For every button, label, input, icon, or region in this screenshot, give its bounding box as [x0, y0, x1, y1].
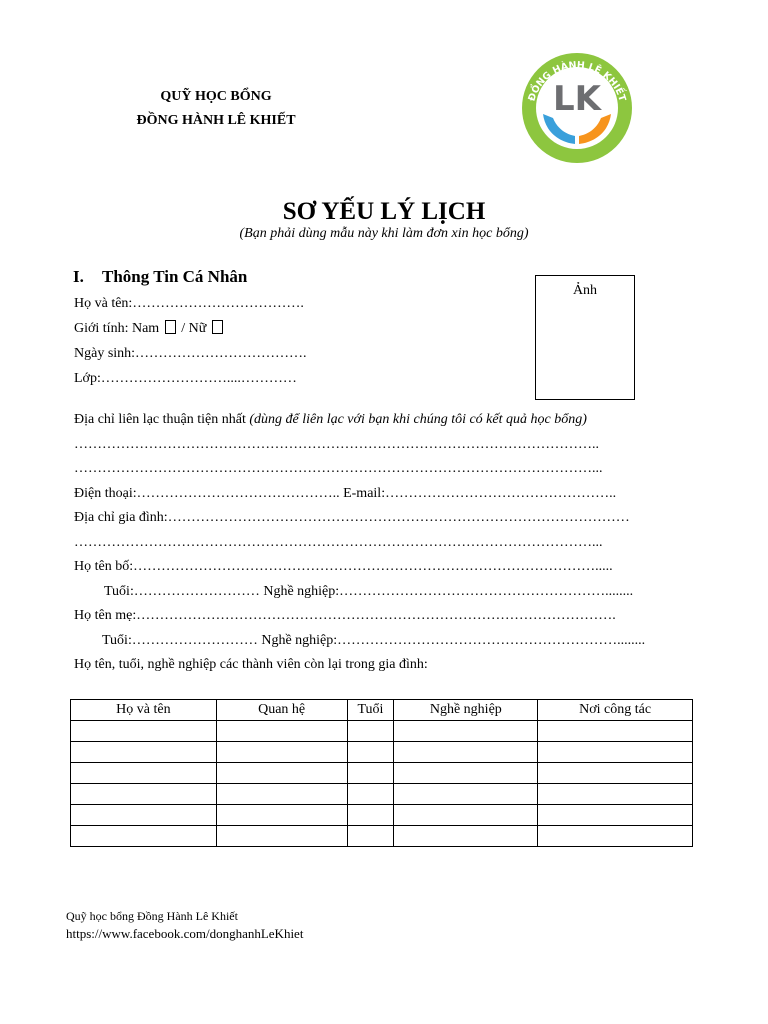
table-cell[interactable]	[394, 742, 538, 763]
table-row	[71, 784, 693, 805]
class-field: Lớp:………………………....…………	[74, 371, 297, 386]
fund-name-line2: ĐỒNG HÀNH LÊ KHIẾT	[136, 113, 296, 128]
table-cell[interactable]	[216, 721, 347, 742]
table-cell[interactable]	[216, 784, 347, 805]
logo-letters: LK	[552, 79, 602, 119]
table-cell[interactable]	[538, 763, 693, 784]
table-cell[interactable]	[394, 826, 538, 847]
table-cell[interactable]	[71, 784, 217, 805]
table-row	[71, 721, 693, 742]
table-row	[71, 826, 693, 847]
gender-field	[74, 320, 225, 337]
female-checkbox[interactable]	[212, 320, 223, 334]
table-row	[71, 805, 693, 826]
table-row	[71, 742, 693, 763]
table-cell[interactable]	[71, 721, 217, 742]
photo-label: Ảnh	[572, 283, 598, 298]
address-note: (dùng để liên lạc với bạn khi chúng tôi có kết quả học bổng)	[249, 412, 587, 427]
header-relation: Quan hệ	[216, 700, 347, 721]
page-subtitle: (Bạn phải dùng mẫu này khi làm đơn xin học bổng)	[239, 226, 529, 241]
birth-field: Ngày sinh:……………………………….	[74, 346, 307, 361]
table-cell[interactable]	[538, 784, 693, 805]
table-cell[interactable]	[216, 805, 347, 826]
footer-fund-name: Quỹ học bổng Đồng Hành Lê Khiết	[66, 909, 238, 923]
address-label: Địa chỉ liên lạc thuận tiện nhất	[74, 412, 250, 427]
table-cell[interactable]	[347, 805, 394, 826]
table-cell[interactable]	[347, 784, 394, 805]
address-dots-2: …………………………………………………………………………………………………...	[74, 461, 603, 476]
header-occupation: Nghề nghiệp	[394, 700, 538, 721]
table-cell[interactable]	[347, 721, 394, 742]
table-cell[interactable]	[216, 742, 347, 763]
gender-sep: / Nữ	[181, 321, 207, 336]
table-cell[interactable]	[71, 742, 217, 763]
photo-box	[535, 275, 635, 400]
father-age-job-field: Tuổi:……………………… Nghề nghiệp:…………………………………………………........	[104, 584, 634, 599]
header-name: Họ và tên	[71, 700, 217, 721]
logo	[519, 52, 635, 164]
table-cell[interactable]	[347, 742, 394, 763]
family-address-dots: …………………………………………………………………………………………………...	[74, 535, 603, 550]
table-cell[interactable]	[538, 742, 693, 763]
footer-link[interactable]: https://www.facebook.com/donghanhLeKhiet	[66, 926, 304, 941]
phone-email-field: Điện thoại:…………………………………….. E-mail:…………………………………………..	[74, 486, 617, 501]
table-row	[71, 763, 693, 784]
section-title: Thông Tin Cá Nhân	[102, 267, 248, 286]
table-cell[interactable]	[347, 826, 394, 847]
gender-prefix: Giới tính: Nam	[74, 321, 160, 336]
table-cell[interactable]	[71, 805, 217, 826]
table-cell[interactable]	[394, 763, 538, 784]
page-title: SƠ YẾU LÝ LỊCH	[282, 198, 486, 225]
table-header-row	[71, 700, 693, 721]
table-cell[interactable]	[71, 763, 217, 784]
name-field: Họ và tên:……………………………….	[74, 296, 304, 311]
table-cell[interactable]	[347, 763, 394, 784]
table-cell[interactable]	[394, 805, 538, 826]
table-cell[interactable]	[71, 826, 217, 847]
fund-name-line1: QUỸ HỌC BỔNG	[160, 89, 272, 104]
address-line	[74, 412, 587, 428]
family-members-label: Họ tên, tuổi, nghề nghiệp các thành viên còn lại trong gia đình:	[74, 657, 428, 672]
header-age: Tuổi	[347, 700, 394, 721]
table-cell[interactable]	[216, 763, 347, 784]
logo-arc-text: ĐỒNG HÀNH LÊ KHIẾT	[526, 59, 628, 103]
table-cell[interactable]	[538, 826, 693, 847]
header-workplace: Nơi công tác	[538, 700, 693, 721]
family-members-table	[70, 699, 693, 847]
table-cell[interactable]	[394, 721, 538, 742]
table-cell[interactable]	[538, 721, 693, 742]
mother-age-job-field: Tuổi:……………………… Nghề nghiệp:……………………………………………………........	[102, 633, 646, 648]
table-cell[interactable]	[394, 784, 538, 805]
father-name-field: Họ tên bố:……………………………………………………………………………………….....	[74, 559, 613, 574]
mother-name-field: Họ tên mẹ:………………………………………………………………………………………….	[74, 608, 616, 623]
table-cell[interactable]	[538, 805, 693, 826]
male-checkbox[interactable]	[165, 320, 176, 334]
table-cell[interactable]	[216, 826, 347, 847]
section-number: I.	[73, 267, 84, 286]
address-dots-1: …………………………………………………………………………………………………..	[74, 437, 599, 452]
family-address-field: Địa chỉ gia đình:………………………………………………………………………………………	[74, 510, 630, 525]
